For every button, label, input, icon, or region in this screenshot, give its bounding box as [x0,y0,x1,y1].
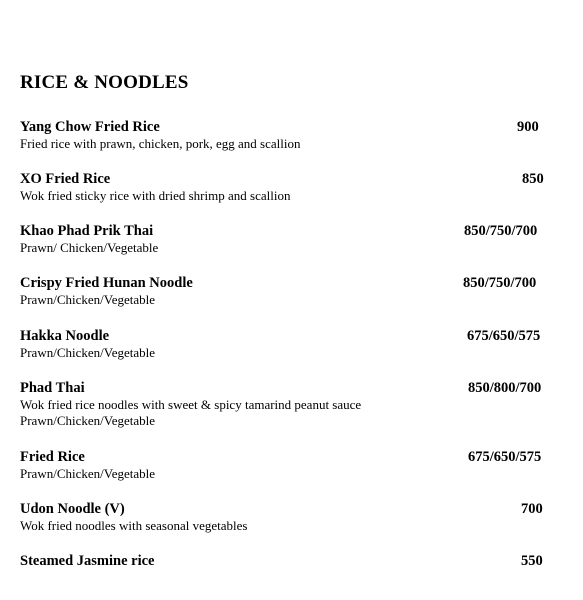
item-description: Prawn/Chicken/Vegetable [20,466,156,481]
menu-item [20,553,550,570]
item-price: 850/750/700 [463,275,537,291]
menu-item [20,119,550,152]
menu-item [20,380,550,429]
item-name: Phad Thai [20,380,85,396]
item-price: 850/800/700 [468,380,542,396]
menu-item [20,171,550,204]
item-price: 900 [517,119,539,135]
item-price: 550 [521,553,543,569]
section-title: RICE & NOODLES [20,72,189,93]
item-description: Prawn/Chicken/Vegetable [20,413,156,428]
item-description: Wok fried rice noodles with sweet & spicy tamarind peanut sauce [20,397,362,412]
item-price: 850 [522,171,544,187]
menu-item [20,501,550,534]
item-price: 675/650/575 [468,449,542,465]
item-description: Prawn/ Chicken/Vegetable [20,240,159,255]
menu-item [20,275,550,308]
item-name: Hakka Noodle [20,328,110,344]
item-name: Khao Phad Prik Thai [20,223,154,239]
item-description: Wok fried sticky rice with dried shrimp and scallion [20,188,291,203]
item-name: Udon Noodle (V) [20,501,125,517]
menu-item [20,449,550,482]
item-description: Fried rice with prawn, chicken, pork, egg and scallion [20,136,301,151]
item-name: Steamed Jasmine rice [20,553,155,569]
menu-item [20,223,550,256]
item-name: Fried Rice [20,449,85,465]
item-name: XO Fried Rice [20,171,111,187]
item-description: Prawn/Chicken/Vegetable [20,345,156,360]
item-name: Yang Chow Fried Rice [20,119,160,135]
item-name: Crispy Fried Hunan Noodle [20,275,193,291]
item-price: 850/750/700 [464,223,538,239]
item-description: Prawn/Chicken/Vegetable [20,292,156,307]
item-description: Wok fried noodles with seasonal vegetables [20,518,248,533]
menu-item [20,328,550,361]
item-price: 700 [521,501,543,517]
item-price: 675/650/575 [467,328,541,344]
